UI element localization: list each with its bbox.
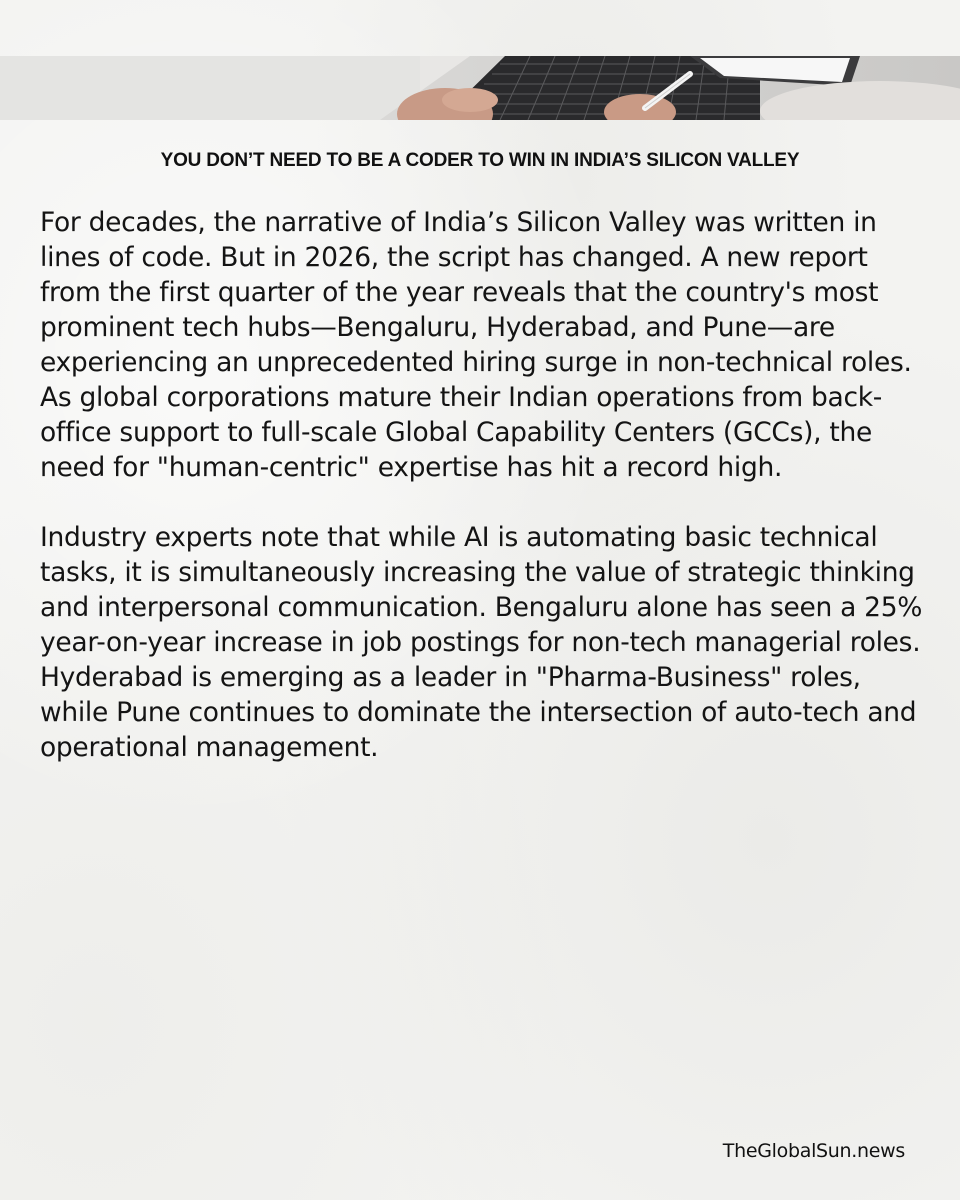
source-credit: TheGlobalSun.news (722, 1140, 905, 1162)
headline: YOU DON’T NEED TO BE A CODER TO WIN IN INDIA’S SILICON VALLEY (160, 150, 800, 171)
paragraph-gcc: As global corporations mature their Indian operations from back-office support to full-scale Global Capability Centers (GCCs), the need for "human-centric" expertise has hit a record high. (40, 382, 883, 483)
hero-image-laptop-hands (0, 56, 960, 120)
paragraph-industry-experts: Industry experts note that while AI is automating basic technical tasks, it is simultaneously increasing the value of strategic thinking and interpersonal communication. Bengaluru alone has seen a 25% year-on-year increase in job postings for non-tech managerial roles. Hyderabad is emerging as a leader in "Pharma-Business" roles, while Pune continues to dominate the intersection of auto-tech and operational management. (40, 522, 923, 763)
article-body (40, 205, 930, 765)
laptop-hands-illustration (0, 56, 960, 120)
paragraph-intro: For decades, the narrative of India’s Silicon Valley was written in lines of code. But in 2026, the script has changed. A new report from the first quarter of the year reveals that the country's most prominent tech hubs—Bengaluru, Hyderabad, and Pune—are experiencing an unprecedented hiring surge in non-technical roles. (40, 207, 912, 378)
paragraph-spacer (40, 485, 930, 520)
